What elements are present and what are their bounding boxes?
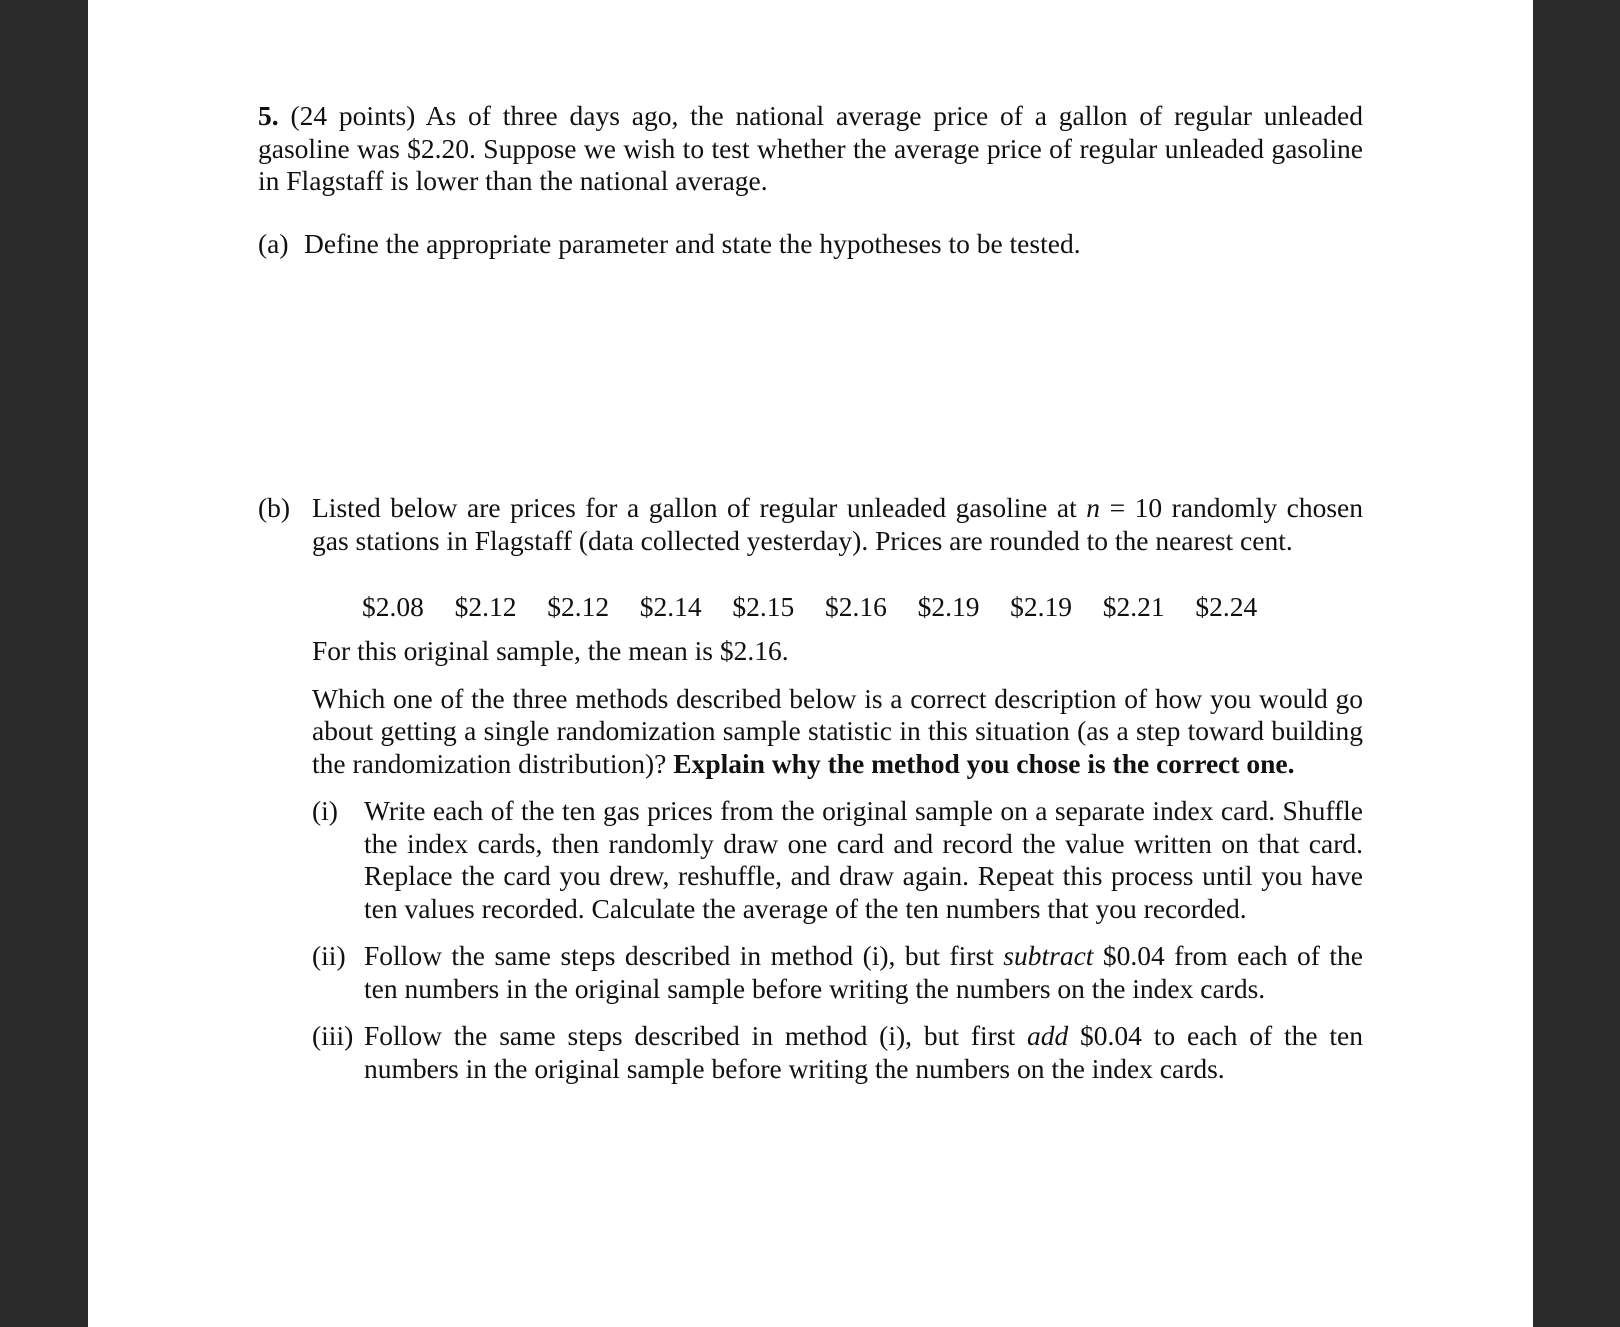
method-label: (ii) [312,940,346,971]
method-text: Follow the same steps described in method (i), but first add $0.04 to each of the ten numbers in the original sample before writing the numbers on the index cards. [364,1020,1363,1084]
price-list [362,587,1363,627]
price-value: $2.12 [454,591,517,622]
method-emphasis: subtract [1003,940,1094,971]
part-b-label: (b) [258,492,291,523]
method-i [312,795,1363,925]
sample-mean-text: For this original sample, the mean is $2.16. [312,635,789,666]
which-method-question: Which one of the three methods described below is a correct description of how you would go about getting a single randomization sample statistic in this situation (as a step toward building the randomization distribution)? Explain why the method you chose is the correct one. [312,682,1363,779]
method-emphasis: add [1026,1020,1069,1051]
price-value: $2.14 [639,591,702,622]
method-text: Follow the same steps described in method (i), but first subtract $0.04 from each of the ten numbers in the original sample before writing the numbers on the index cards. [364,940,1363,1004]
part-b-text: Listed below are prices for a gallon of regular unleaded gasoline at n = 10 randomly chosen gas stations in Flagstaff (data collected yesterday). Prices are rounded to the nearest cent. [312,492,1363,556]
price-value: $2.08 [362,591,424,622]
part-a [258,228,1363,261]
question-intro [258,100,1363,198]
price-value: $2.21 [1102,591,1165,622]
part-a-text: Define the appropriate parameter and state the hypotheses to be tested. [304,227,1081,259]
method-label: (iii) [312,1020,354,1051]
explain-instruction: Explain why the method you chose is the correct one. [673,747,1295,779]
price-value: $2.19 [917,591,980,622]
price-value: $2.19 [1010,591,1073,622]
part-a-label: (a) [258,227,289,259]
question-number: 5. [258,100,279,131]
price-value: $2.15 [732,591,795,622]
method-text: Write each of the ten gas prices from the original sample on a separate index card. Shuffle the index cards, then randomly draw one card and record the value written on that card. Replace the card you drew, reshuffle, and draw again. Repeat this process until you have ten values recorded. Calculate the average of the ten numbers that you recorded. [364,795,1363,924]
part-b [258,492,1363,1085]
price-value: $2.24 [1195,591,1258,622]
method-label: (i) [312,795,338,826]
price-value: $2.12 [547,591,610,622]
question-content [258,100,1363,1085]
method-iii [312,1020,1363,1085]
n-symbol: n [1086,492,1101,523]
question-intro-text: (24 points) As of three days ago, the national average price of a gallon of regular unleaded gasoline was $2.20. Suppose we wish to test whether the average price of regular unleaded gasoline in Flagstaff is lower than the national average. [258,100,1364,196]
price-value: $2.16 [824,591,887,622]
document-page [88,0,1533,1327]
method-ii [312,940,1363,1005]
